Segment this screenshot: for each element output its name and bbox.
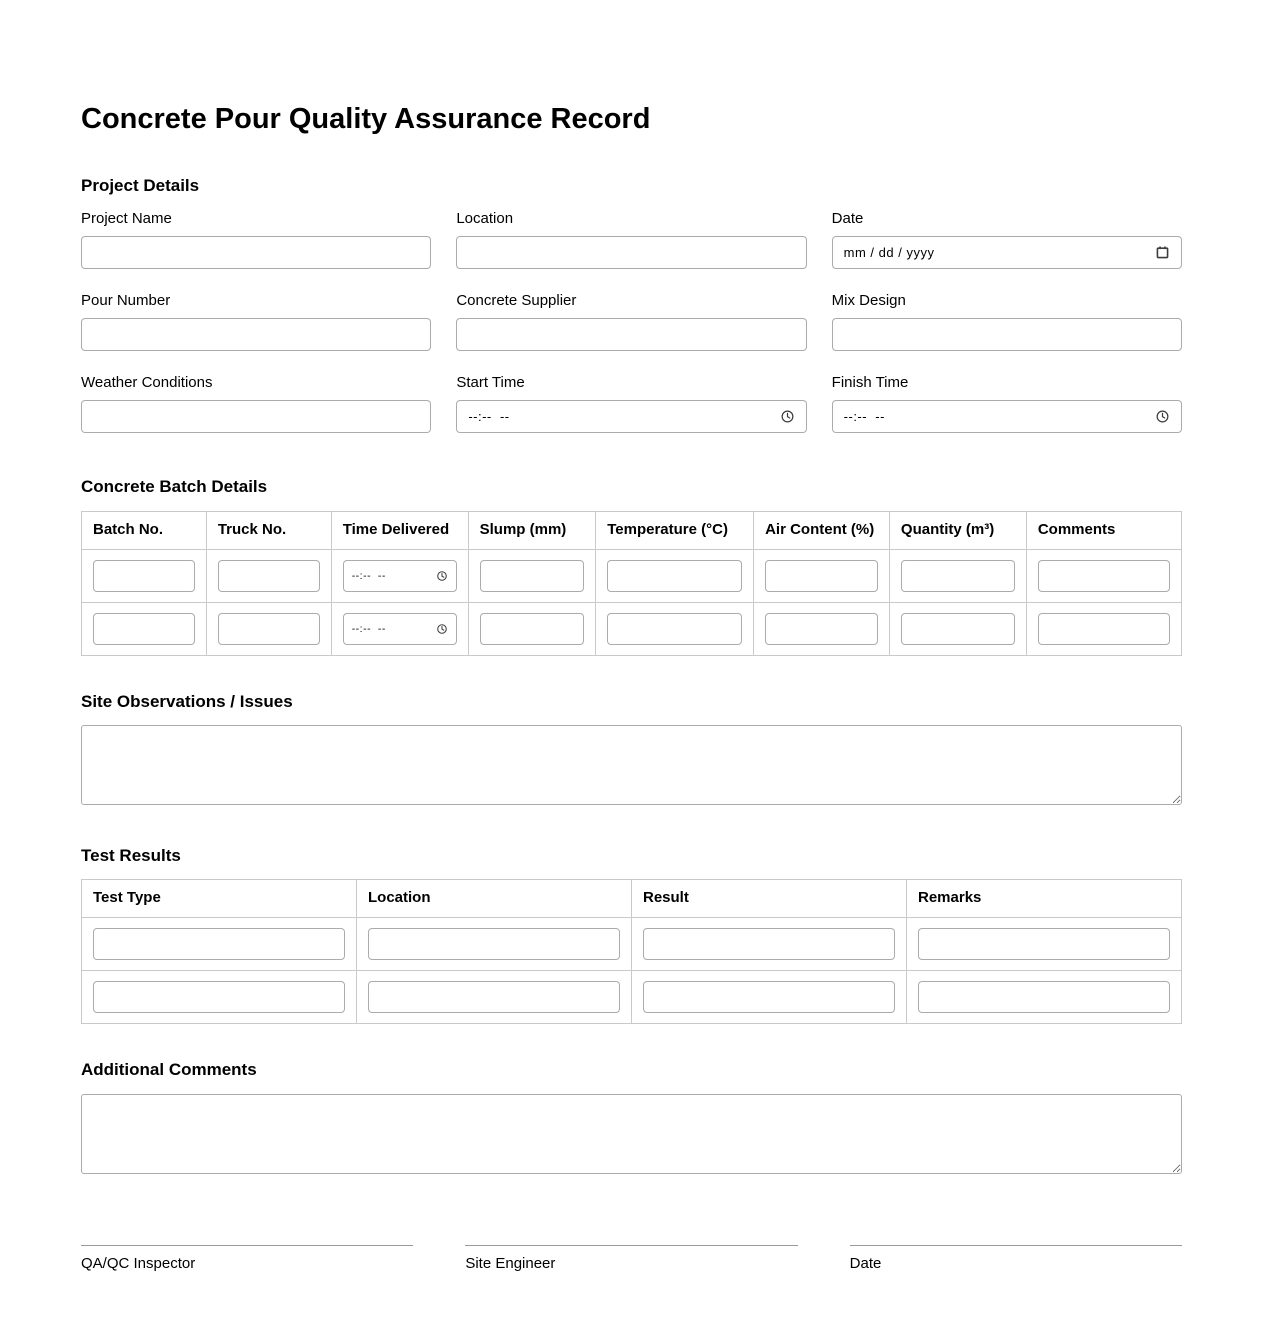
additional-comments-heading: Additional Comments: [81, 1060, 257, 1080]
temperature-header: Temperature (°C): [596, 511, 754, 549]
slump-input[interactable]: [480, 560, 585, 592]
time-delivered-header: Time Delivered: [331, 511, 468, 549]
quantity-input[interactable]: [901, 613, 1015, 645]
start-time-input[interactable]: [456, 400, 806, 433]
pour-number-label: Pour Number: [81, 291, 171, 309]
start-time-label: Start Time: [456, 374, 525, 392]
comments-input[interactable]: [1038, 613, 1170, 645]
field-date: [832, 210, 1182, 269]
field-concrete-supplier: [456, 292, 806, 351]
clock-icon[interactable]: [1155, 409, 1170, 424]
field-project-name: [81, 210, 431, 269]
section-project-details: [81, 176, 1182, 433]
batch-row-2: [82, 602, 1182, 655]
test-result-input[interactable]: [643, 928, 895, 960]
test-header-row: [82, 880, 1182, 918]
test-location-header: Location: [357, 880, 632, 918]
project-details-grid: [81, 210, 1182, 434]
date-input[interactable]: [832, 236, 1182, 269]
field-weather-conditions: [81, 374, 431, 433]
field-start-time: [456, 374, 806, 433]
slump-header: Slump (mm): [468, 511, 596, 549]
mix-design-input[interactable]: [832, 318, 1182, 351]
finish-time-placeholder: --:-- --: [843, 409, 885, 425]
slump-input[interactable]: [480, 613, 585, 645]
pour-number-input[interactable]: [81, 318, 431, 351]
section-additional-comments: [81, 1060, 1182, 1178]
test-type-input[interactable]: [93, 981, 345, 1013]
location-label: Location: [456, 209, 514, 227]
batch-header-row: [82, 511, 1182, 549]
date-placeholder: mm / dd / yyyy: [843, 244, 935, 260]
test-location-input[interactable]: [368, 981, 620, 1013]
test-location-input[interactable]: [368, 928, 620, 960]
test-type-header: Test Type: [82, 880, 357, 918]
air-content-input[interactable]: [765, 613, 878, 645]
calendar-icon[interactable]: [1155, 245, 1170, 260]
test-result-input[interactable]: [643, 981, 895, 1013]
concrete-supplier-input[interactable]: [456, 318, 806, 351]
date-label: Date: [831, 209, 864, 227]
section-test-results: [81, 846, 1182, 1024]
page-title: Concrete Pour Quality Assurance Record: [81, 103, 651, 135]
quantity-input[interactable]: [901, 560, 1015, 592]
batch-no-input[interactable]: [93, 560, 195, 592]
observations-heading: Site Observations / Issues: [81, 691, 293, 711]
test-remarks-header: Remarks: [907, 880, 1182, 918]
signature-site-engineer: [465, 1245, 797, 1273]
signature-label: Site Engineer: [465, 1254, 556, 1272]
clock-icon[interactable]: [780, 409, 795, 424]
batch-row-1: [82, 549, 1182, 602]
air-content-header: Air Content (%): [754, 511, 890, 549]
batch-details-heading: Concrete Batch Details: [81, 477, 268, 497]
concrete-supplier-label: Concrete Supplier: [456, 291, 577, 309]
signature-label: QA/QC Inspector: [81, 1254, 196, 1272]
field-location: [456, 210, 806, 269]
truck-no-input[interactable]: [218, 560, 320, 592]
test-row-2: [82, 971, 1182, 1024]
field-mix-design: [832, 292, 1182, 351]
mix-design-label: Mix Design: [831, 291, 906, 309]
start-time-placeholder: --:-- --: [468, 409, 510, 425]
test-results-table: [81, 879, 1182, 1024]
test-results-heading: Test Results: [81, 846, 181, 866]
clock-icon[interactable]: [436, 570, 448, 582]
air-content-input[interactable]: [765, 560, 878, 592]
test-remarks-input[interactable]: [918, 981, 1170, 1013]
test-remarks-input[interactable]: [918, 928, 1170, 960]
weather-conditions-label: Weather Conditions: [81, 374, 213, 392]
batch-no-header: Batch No.: [82, 511, 207, 549]
field-finish-time: [832, 374, 1182, 433]
test-result-header: Result: [632, 880, 907, 918]
section-batch-details: [81, 477, 1182, 655]
quantity-header: Quantity (m³): [889, 511, 1026, 549]
temperature-input[interactable]: [607, 560, 742, 592]
time-delivered-input[interactable]: [343, 613, 457, 645]
comments-header: Comments: [1026, 511, 1181, 549]
signature-qaqc-inspector: [81, 1245, 413, 1273]
temperature-input[interactable]: [607, 613, 742, 645]
test-row-1: [82, 918, 1182, 971]
time-delivered-placeholder: --:-- --: [351, 622, 386, 635]
signature-row: [81, 1245, 1182, 1273]
observations-textarea[interactable]: [81, 725, 1182, 805]
truck-no-header: Truck No.: [206, 511, 331, 549]
project-name-label: Project Name: [81, 209, 172, 227]
time-delivered-placeholder: --:-- --: [351, 569, 386, 582]
clock-icon[interactable]: [436, 623, 448, 635]
comments-input[interactable]: [1038, 560, 1170, 592]
weather-conditions-input[interactable]: [81, 400, 431, 433]
additional-comments-textarea[interactable]: [81, 1094, 1182, 1174]
finish-time-label: Finish Time: [831, 374, 909, 392]
time-delivered-input[interactable]: [343, 560, 457, 592]
batch-no-input[interactable]: [93, 613, 195, 645]
section-observations: [81, 692, 1182, 810]
field-pour-number: [81, 292, 431, 351]
batch-details-table: [81, 511, 1182, 656]
project-name-input[interactable]: [81, 236, 431, 269]
signature-label: Date: [849, 1254, 882, 1272]
signature-date: [850, 1245, 1182, 1273]
test-type-input[interactable]: [93, 928, 345, 960]
truck-no-input[interactable]: [218, 613, 320, 645]
project-details-heading: Project Details: [81, 176, 200, 196]
finish-time-input[interactable]: [832, 400, 1182, 433]
location-input[interactable]: [456, 236, 806, 269]
